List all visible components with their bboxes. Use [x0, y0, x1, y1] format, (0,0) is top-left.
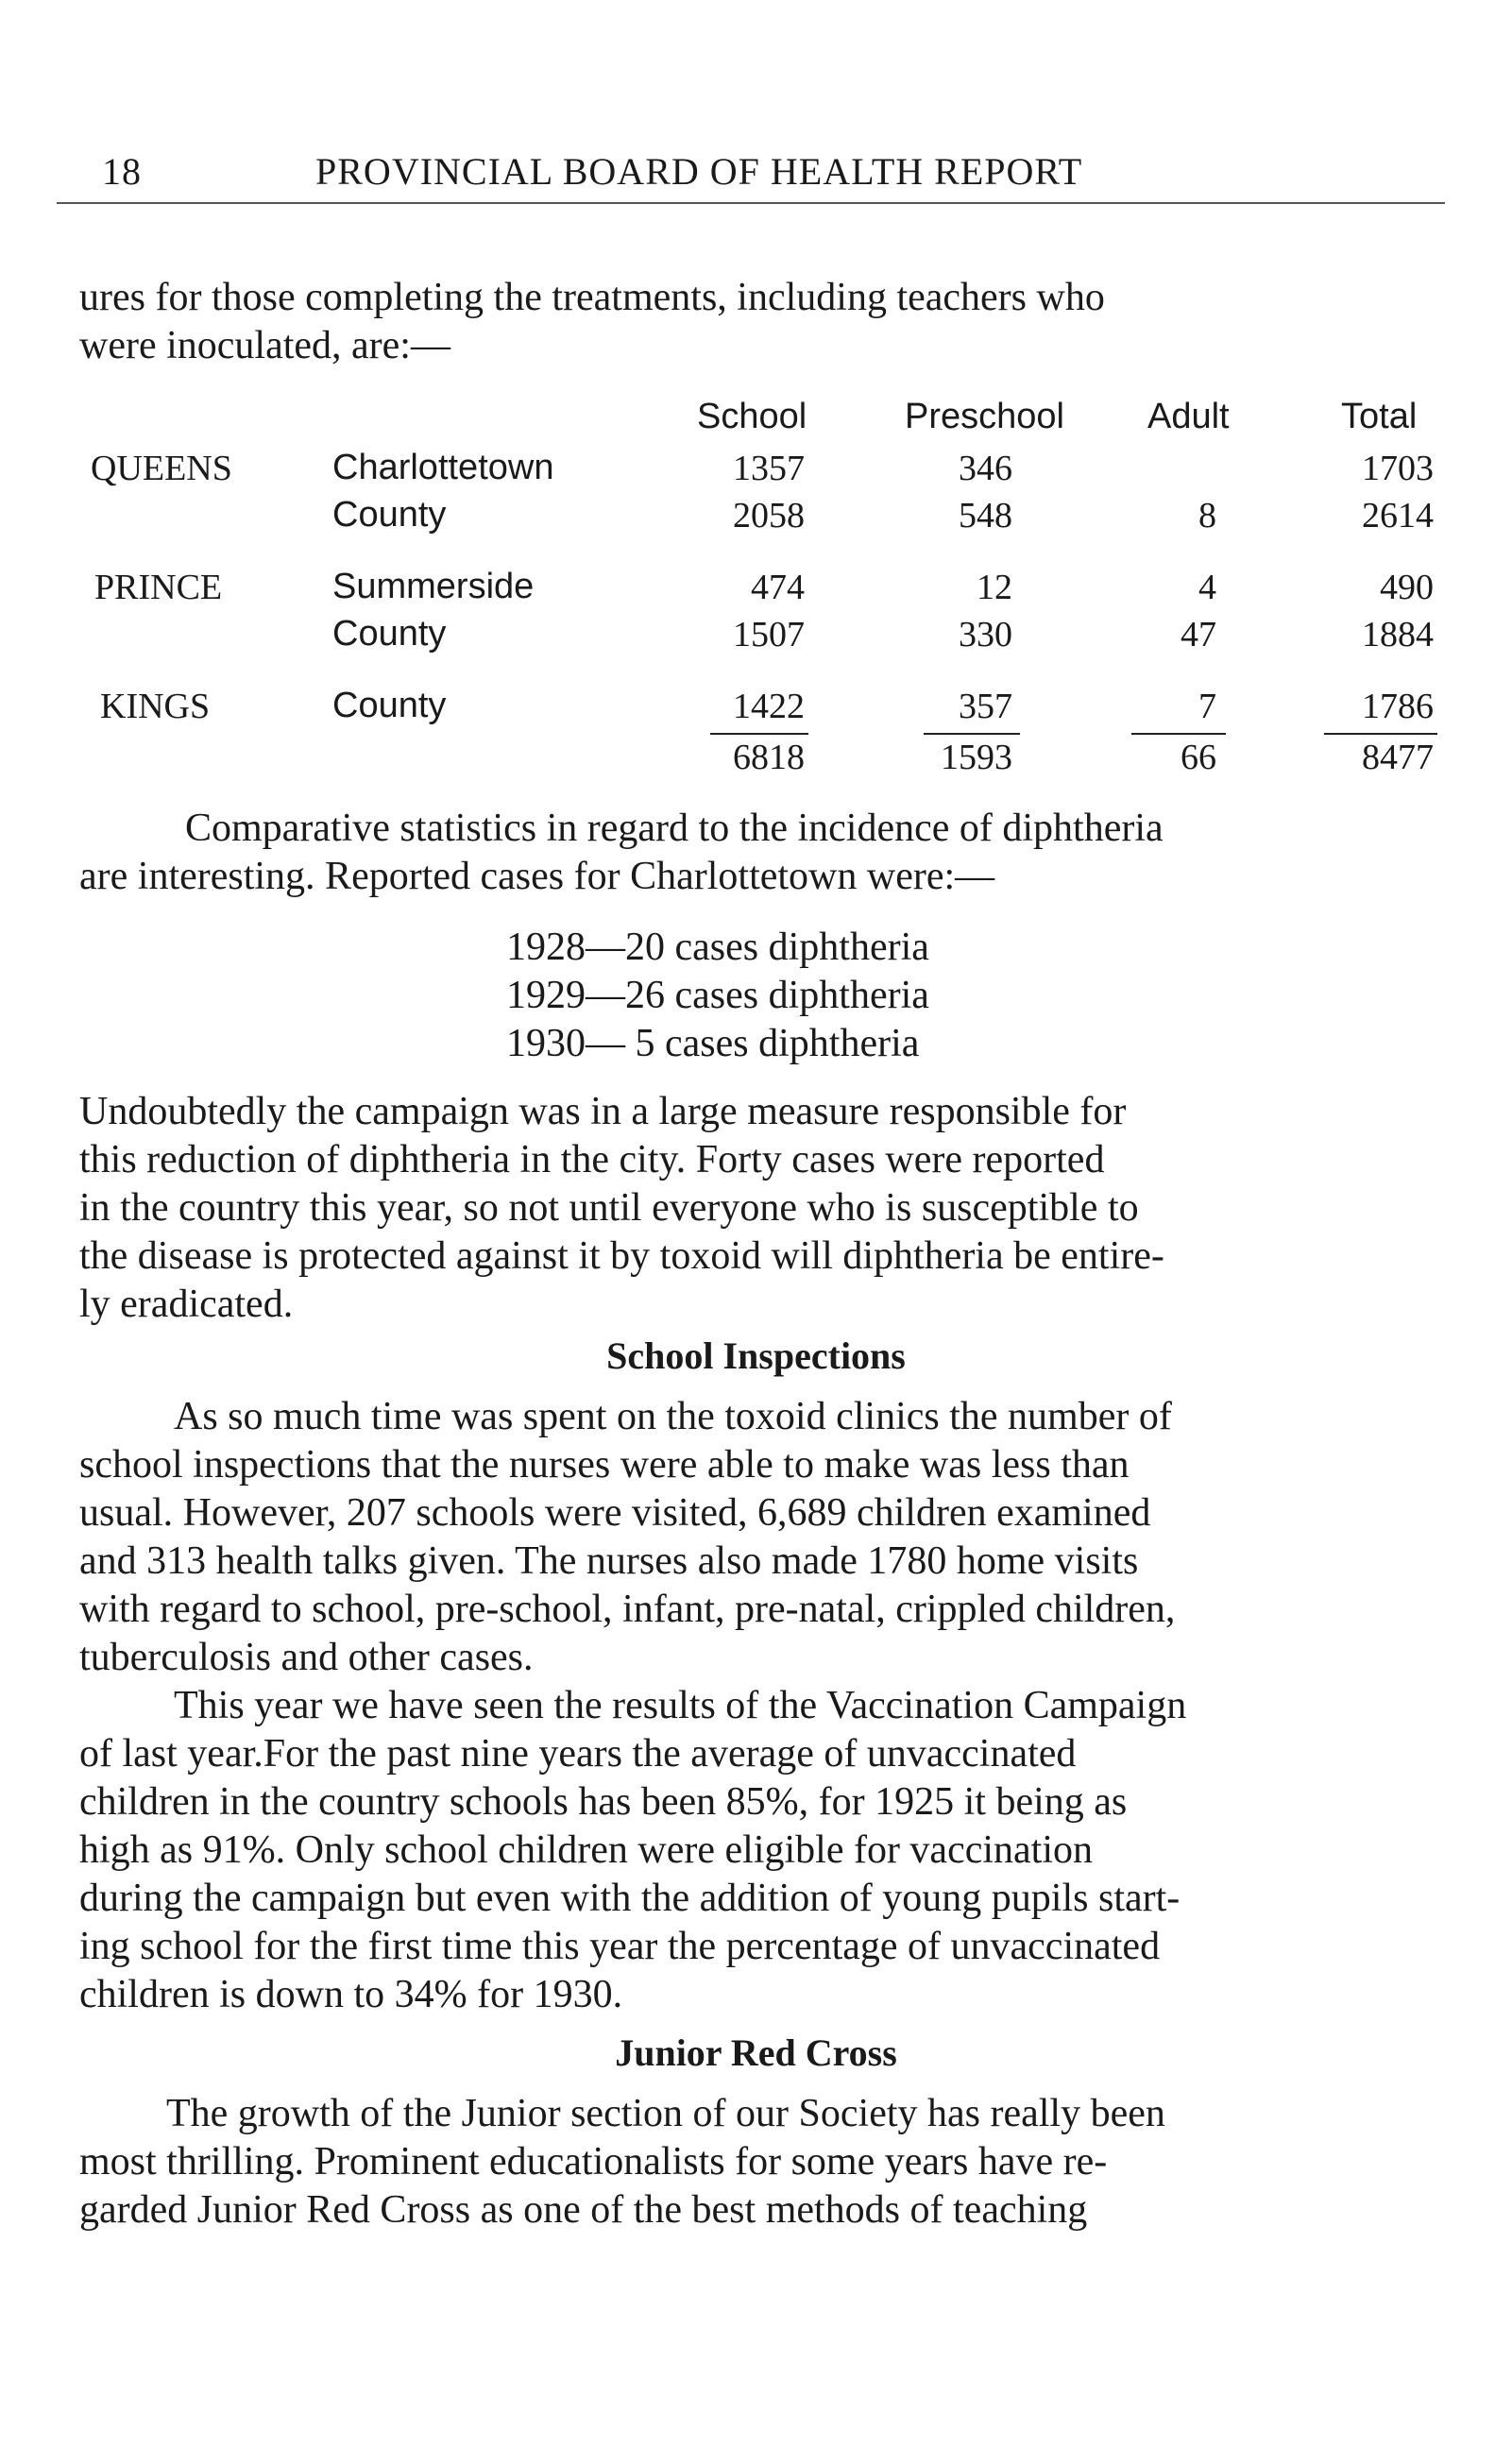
- total-value: 2614: [1362, 496, 1434, 535]
- text-line: of last year.For the past nine years the average of unvaccinated: [79, 1732, 1077, 1776]
- total-value: 490: [1380, 568, 1434, 607]
- text-line: high as 91%. Only school children were eligible for vaccination: [79, 1828, 1094, 1872]
- place-label: Summerside: [332, 567, 535, 606]
- adult-total: 66: [1181, 738, 1216, 777]
- text-line: school inspections that the nurses were able to make was less than: [79, 1443, 1130, 1487]
- text-line: children in the country schools has been 85%, for 1925 it being as: [79, 1780, 1128, 1824]
- text-line: with regard to school, pre-school, infant, pre-natal, crippled children,: [79, 1588, 1176, 1631]
- text-line: were inoculated, are:—: [79, 324, 450, 367]
- column-header-total: Total: [1341, 397, 1418, 436]
- inspections-paragraph: [79, 1393, 1439, 1682]
- running-title: PROVINCIAL BOARD OF HEALTH REPORT: [315, 150, 1083, 193]
- preschool-value: 330: [959, 615, 1012, 654]
- comparative-paragraph: [79, 805, 1439, 901]
- header-rule: [57, 202, 1445, 204]
- text-line: usual. However, 207 schools were visited, 6,689 children examined: [79, 1491, 1151, 1535]
- list-item: 1930— 5 cases diphtheria: [506, 1022, 920, 1065]
- reduction-paragraph: [79, 1088, 1439, 1329]
- adult-value: 7: [1198, 687, 1216, 726]
- page-number: 18: [102, 150, 142, 193]
- column-header-adult: Adult: [1147, 397, 1230, 436]
- school-value: 2058: [733, 496, 805, 535]
- school-value: 1357: [733, 449, 805, 488]
- place-label: County: [332, 614, 447, 654]
- text-line: garded Junior Red Cross as one of the best methods of teaching: [79, 2188, 1088, 2232]
- section-heading-school-inspections: School Inspections: [606, 1334, 906, 1377]
- school-value: 474: [751, 568, 805, 607]
- text-line: are interesting. Reported cases for Charlottetown were:—: [79, 855, 995, 898]
- total-value: 1884: [1362, 615, 1434, 654]
- grand-total: 8477: [1362, 738, 1434, 777]
- intro-paragraph: [79, 274, 1439, 370]
- list-item: 1928—20 cases diphtheria: [506, 926, 929, 969]
- text-line: ures for those completing the treatments, including teachers who: [79, 276, 1105, 319]
- text-line: Undoubtedly the campaign was in a large measure responsible for: [79, 1090, 1127, 1133]
- text-line: tuberculosis and other cases.: [79, 1636, 534, 1679]
- text-line: most thrilling. Prominent educationalists for some years have re-: [79, 2140, 1108, 2184]
- place-label: County: [332, 495, 447, 535]
- text-line: ing school for the first time this year the percentage of unvaccinated: [79, 1925, 1161, 1968]
- text-line: children is down to 34% for 1930.: [79, 1973, 623, 2016]
- text-line: during the campaign but even with the addition of young pupils start-: [79, 1877, 1181, 1920]
- total-rule-school: [710, 733, 808, 735]
- junior-red-cross-paragraph: [79, 2090, 1439, 2235]
- county-label: KINGS: [100, 687, 211, 726]
- diphtheria-case-list: [506, 924, 929, 1068]
- text-line: this reduction of diphtheria in the city. Forty cases were reported: [79, 1138, 1105, 1181]
- county-label: PRINCE: [94, 568, 223, 607]
- adult-value: 47: [1181, 615, 1216, 654]
- text-line: The growth of the Junior section of our Society has really been: [166, 2092, 1165, 2135]
- adult-value: 4: [1198, 568, 1216, 607]
- text-line: This year we have seen the results of the Vaccination Campaign: [174, 1684, 1187, 1727]
- text-line: in the country this year, so not until everyone who is susceptible to: [79, 1186, 1139, 1230]
- school-value: 1507: [733, 615, 805, 654]
- text-line: As so much time was spent on the toxoid clinics the number of: [174, 1395, 1172, 1438]
- column-header-school: School: [697, 397, 807, 436]
- column-header-preschool: Preschool: [905, 397, 1064, 436]
- preschool-value: 12: [977, 568, 1012, 607]
- place-label: Charlottetown: [332, 448, 554, 487]
- school-value: 1422: [733, 687, 805, 726]
- preschool-value: 357: [959, 687, 1012, 726]
- preschool-value: 548: [959, 496, 1012, 535]
- total-rule-adult: [1131, 733, 1226, 735]
- section-heading-junior-red-cross: Junior Red Cross: [615, 2031, 897, 2074]
- total-value: 1786: [1362, 687, 1434, 726]
- school-total: 6818: [733, 738, 805, 777]
- preschool-value: 346: [959, 449, 1012, 488]
- list-item: 1929—26 cases diphtheria: [506, 974, 929, 1017]
- total-rule-total: [1324, 733, 1437, 735]
- place-label: County: [332, 686, 447, 725]
- preschool-total: 1593: [941, 738, 1012, 777]
- vaccination-paragraph: [79, 1682, 1439, 2019]
- total-rule-preschool: [924, 733, 1020, 735]
- total-value: 1703: [1362, 449, 1434, 488]
- text-line: ly eradicated.: [79, 1283, 294, 1326]
- text-line: and 313 health talks given. The nurses also made 1780 home visits: [79, 1539, 1139, 1583]
- county-label: QUEENS: [91, 449, 232, 488]
- adult-value: 8: [1198, 496, 1216, 535]
- text-line: the disease is protected against it by toxoid will diphtheria be entire-: [79, 1234, 1164, 1278]
- text-line: Comparative statistics in regard to the incidence of diphtheria: [185, 807, 1164, 850]
